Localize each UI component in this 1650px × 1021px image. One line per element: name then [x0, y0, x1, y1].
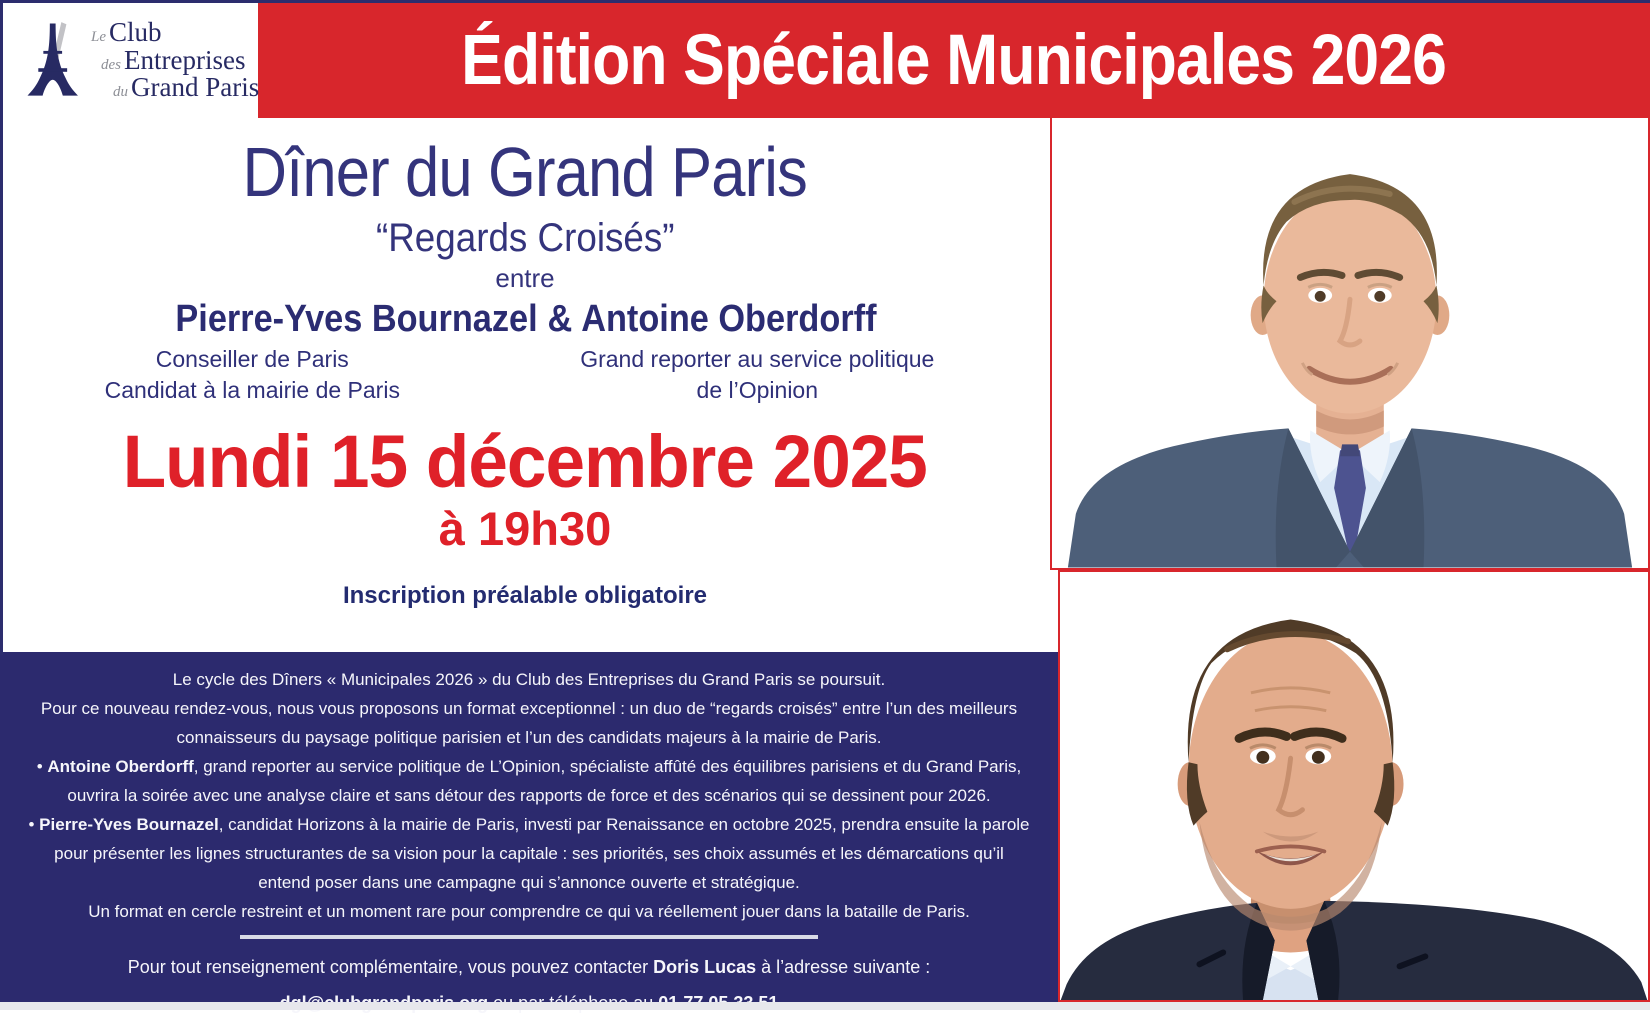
event-between-label: entre [495, 263, 555, 293]
club-logo [3, 3, 258, 118]
logo-word-entreprises: Entreprises [124, 44, 246, 75]
description-paragraph-1: Le cycle des Dîners « Municipales 2026 » du Club des Entreprises du Grand Paris se poursuit. [172, 670, 886, 689]
edition-banner [258, 3, 1650, 118]
speaker-names: Pierre-Yves Bournazel&Antoine Oberdorff [175, 298, 877, 340]
bottom-strip [0, 1002, 1650, 1010]
eiffel-tower-icon [21, 11, 83, 111]
portrait-illustration-oberdorff [1060, 572, 1648, 1000]
edition-banner-title: Édition Spéciale Municipales 2026 [461, 21, 1447, 100]
description-paragraph-4: • Pierre-Yves Bournazel, candidat Horizons à la mairie de Paris, investi par Renaissance en octobre 2025, prendra ensuite la parole pour présenter les lignes structurantes de sa vision pour la capitale : ses priorités, ses choix assumés et les démarcations qu’il entend poser dans une campagne qui s’annonce ouverte et stratégique. [28, 815, 1030, 892]
logo-word-le: Le [91, 29, 106, 46]
speaker-left-role-1: Conseiller de Paris [155, 346, 349, 372]
logo-word-club: Club [109, 17, 162, 48]
description-paragraph-3: • Antoine Oberdorff, grand reporter au service politique de L’Opinion, spécialiste affûté des équilibres parisiens et du Grand Paris, ouvrira la soirée avec une analyse claire et sans détour des rapports de force et des scénarios qui se dessinent pour 2026. [36, 757, 1022, 805]
contact-divider [240, 935, 818, 939]
event-title: Dîner du Grand Paris [242, 133, 808, 211]
event-time: à 19h30 [438, 502, 612, 555]
registration-notice: Inscription préalable obligatoire [342, 582, 708, 609]
event-date: Lundi 15 décembre 2025 [122, 420, 928, 503]
speaker-right-role-2: de l’Opinion [696, 377, 819, 403]
description-paragraph-5: Un format en cercle restreint et un moment rare pour comprendre ce qui va réellement jouer dans la bataille de Paris. [88, 902, 970, 921]
club-logo-text [91, 19, 259, 102]
left-border-line [0, 0, 3, 655]
speaker-right-role-1: Grand reporter au service politique [580, 346, 935, 372]
speaker-right-roles [485, 344, 1030, 406]
portrait-antoine-oberdorff [1058, 570, 1650, 1002]
speaker-left-roles [20, 344, 485, 406]
top-border-line [0, 0, 1650, 3]
logo-word-des: des [101, 56, 121, 73]
speaker-roles [0, 342, 1050, 406]
speaker-left-role-2: Candidat à la mairie de Paris [104, 377, 400, 403]
event-panel [0, 118, 1050, 652]
logo-word-du: du [113, 84, 128, 101]
event-subtitle: “Regards Croisés” [375, 216, 675, 260]
contact-line-1: Pour tout renseignement complémentaire, vous pouvez contacter Doris Lucas à l’adresse suivante : [127, 957, 931, 977]
portrait-pierre-yves-bournazel [1050, 118, 1650, 570]
logo-word-grand-paris: Grand Paris [131, 72, 260, 103]
description-paragraph-2: Pour ce nouveau rendez-vous, nous vous proposons un format exceptionnel : un duo de “regards croisés” entre l’un des meilleurs connaisseurs du paysage politique parisien et l’un des candidats majeurs à la mairie de Paris. [40, 699, 1018, 747]
description-block [0, 652, 1058, 1002]
portrait-illustration-bournazel [1052, 118, 1648, 568]
